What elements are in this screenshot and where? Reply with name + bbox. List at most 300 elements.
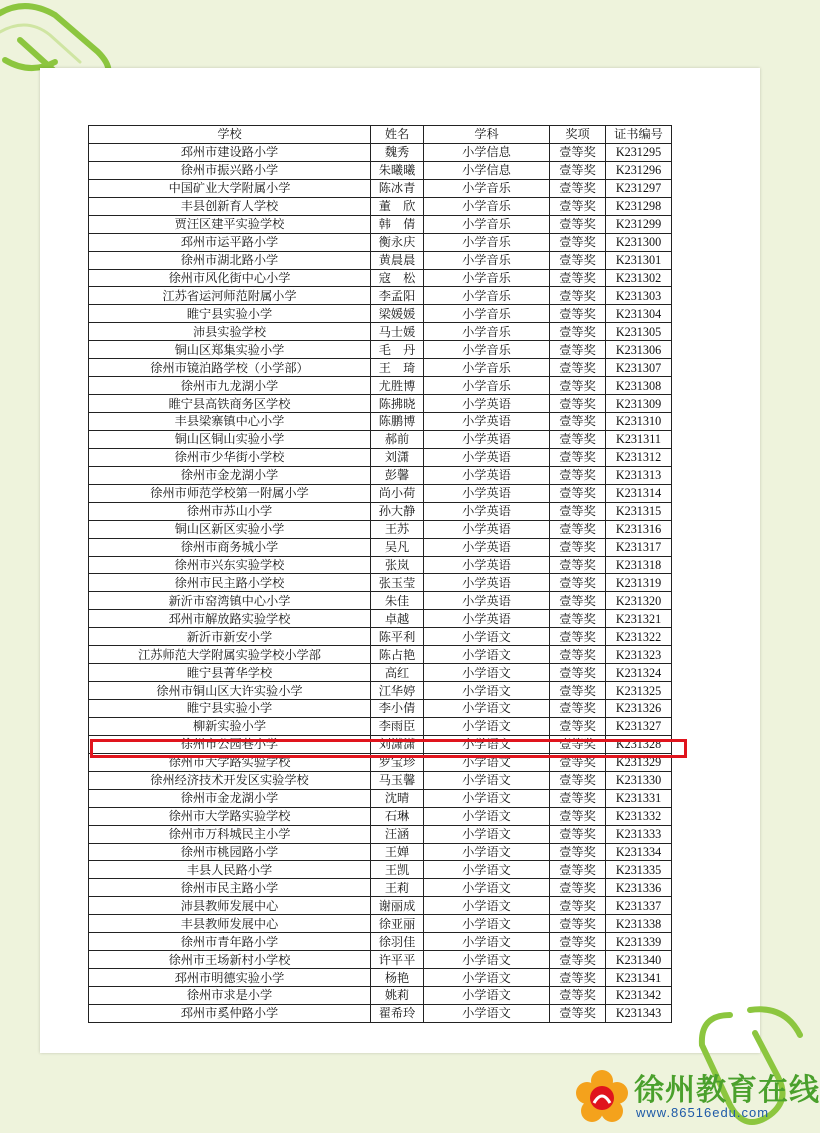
cell-school: 丰县教师发展中心 [89,915,371,933]
cell-subject: 小学信息 [424,161,550,179]
cell-school: 邳州市解放路实验学校 [89,610,371,628]
cell-subject: 小学英语 [424,520,550,538]
cell-cert-no: K231303 [606,287,672,305]
table-row [89,395,672,413]
cell-subject: 小学英语 [424,430,550,448]
table-row [89,700,672,718]
cell-award: 壹等奖 [550,520,606,538]
cell-name: 张玉莹 [371,574,424,592]
cell-name: 徐羽佳 [371,933,424,951]
cell-subject: 小学语文 [424,951,550,969]
cell-name: 朱曦曦 [371,161,424,179]
cell-cert-no: K231300 [606,233,672,251]
cell-cert-no: K231328 [606,735,672,753]
cell-subject: 小学语文 [424,825,550,843]
cell-name: 王 琦 [371,359,424,377]
cell-award: 壹等奖 [550,628,606,646]
cell-award: 壹等奖 [550,1004,606,1022]
cell-name: 吴凡 [371,538,424,556]
table-row [89,610,672,628]
table-row [89,197,672,215]
table-row [89,305,672,323]
cell-cert-no: K231311 [606,430,672,448]
cell-name: 陈拂晓 [371,395,424,413]
cell-name: 王苏 [371,520,424,538]
cell-cert-no: K231313 [606,466,672,484]
cell-cert-no: K231307 [606,359,672,377]
cell-cert-no: K231323 [606,646,672,664]
table-row [89,377,672,395]
cell-name: 董 欣 [371,197,424,215]
table-row [89,1004,672,1022]
cell-cert-no: K231334 [606,843,672,861]
cell-subject: 小学信息 [424,143,550,161]
cell-subject: 小学音乐 [424,305,550,323]
cell-school: 睢宁县高铁商务区学校 [89,395,371,413]
cell-award: 壹等奖 [550,556,606,574]
cell-name: 李孟阳 [371,287,424,305]
cell-cert-no: K231322 [606,628,672,646]
cell-subject: 小学音乐 [424,215,550,233]
cell-school: 铜山区郑集实验小学 [89,341,371,359]
cell-award: 壹等奖 [550,951,606,969]
cell-award: 壹等奖 [550,466,606,484]
cell-cert-no: K231332 [606,807,672,825]
cell-subject: 小学音乐 [424,377,550,395]
cell-award: 壹等奖 [550,484,606,502]
cell-name: 毛 丹 [371,341,424,359]
cell-cert-no: K231297 [606,179,672,197]
table-row [89,646,672,664]
cell-subject: 小学语文 [424,843,550,861]
cell-name: 郝前 [371,430,424,448]
table-row [89,717,672,735]
cell-subject: 小学英语 [424,466,550,484]
cell-subject: 小学音乐 [424,323,550,341]
cell-award: 壹等奖 [550,287,606,305]
cell-cert-no: K231327 [606,717,672,735]
highlight-box [90,739,687,758]
cell-subject: 小学英语 [424,502,550,520]
cell-award: 壹等奖 [550,502,606,520]
cell-name: 寇 松 [371,269,424,287]
cell-award: 壹等奖 [550,269,606,287]
cell-subject: 小学语文 [424,969,550,987]
cell-cert-no: K231338 [606,915,672,933]
cell-subject: 小学语文 [424,987,550,1005]
cell-school: 徐州市苏山小学 [89,502,371,520]
cell-name: 张岚 [371,556,424,574]
cell-award: 壹等奖 [550,305,606,323]
cell-name: 江华婷 [371,682,424,700]
cell-name: 韩 倩 [371,215,424,233]
table-row [89,430,672,448]
table-row [89,825,672,843]
cell-name: 马玉馨 [371,771,424,789]
cell-subject: 小学英语 [424,556,550,574]
cell-name: 罗宝珍 [371,753,424,771]
cell-subject: 小学语文 [424,700,550,718]
cell-award: 壹等奖 [550,700,606,718]
table-row [89,915,672,933]
table-row [89,592,672,610]
cell-cert-no: K231329 [606,753,672,771]
cell-award: 壹等奖 [550,789,606,807]
cell-award: 壹等奖 [550,717,606,735]
table-row [89,861,672,879]
cell-school: 柳新实验小学 [89,717,371,735]
cell-name: 尤胜博 [371,377,424,395]
cell-school: 铜山区铜山实验小学 [89,430,371,448]
cell-cert-no: K231325 [606,682,672,700]
cell-name: 高红 [371,664,424,682]
table-row [89,951,672,969]
table-row [89,538,672,556]
cell-subject: 小学音乐 [424,233,550,251]
table-row [89,879,672,897]
cell-school: 贾汪区建平实验学校 [89,215,371,233]
cell-subject: 小学英语 [424,610,550,628]
cell-award: 壹等奖 [550,179,606,197]
cell-name: 王凯 [371,861,424,879]
cell-school: 沛县实验学校 [89,323,371,341]
table-row [89,556,672,574]
cell-name: 石琳 [371,807,424,825]
cell-name: 翟希玲 [371,1004,424,1022]
cell-award: 壹等奖 [550,897,606,915]
header-cert-no: 证书编号 [606,126,672,144]
cell-cert-no: K231326 [606,700,672,718]
table-row [89,664,672,682]
cell-award: 壹等奖 [550,197,606,215]
cell-school: 徐州市金龙湖小学 [89,789,371,807]
cell-award: 壹等奖 [550,682,606,700]
cell-subject: 小学语文 [424,933,550,951]
cell-name: 刘潇潇 [371,735,424,753]
cell-subject: 小学语文 [424,789,550,807]
cell-cert-no: K231321 [606,610,672,628]
cell-cert-no: K231309 [606,395,672,413]
cell-subject: 小学语文 [424,753,550,771]
cell-school: 邳州市奚仲路小学 [89,1004,371,1022]
cell-award: 壹等奖 [550,753,606,771]
cell-school: 徐州市风化街中心小学 [89,269,371,287]
cell-award: 壹等奖 [550,915,606,933]
cell-cert-no: K231317 [606,538,672,556]
cell-award: 壹等奖 [550,592,606,610]
cell-school: 徐州市兴东实验学校 [89,556,371,574]
cell-subject: 小学语文 [424,628,550,646]
cell-school: 丰县创新育人学校 [89,197,371,215]
cell-name: 李小倩 [371,700,424,718]
cell-subject: 小学语文 [424,861,550,879]
cell-award: 壹等奖 [550,825,606,843]
cell-award: 壹等奖 [550,933,606,951]
cell-school: 徐州市少华街小学校 [89,448,371,466]
cell-award: 壹等奖 [550,646,606,664]
cell-cert-no: K231339 [606,933,672,951]
award-table [88,125,672,1023]
cell-subject: 小学英语 [424,592,550,610]
cell-subject: 小学语文 [424,735,550,753]
cell-name: 许平平 [371,951,424,969]
cell-name: 梁媛媛 [371,305,424,323]
cell-award: 壹等奖 [550,323,606,341]
cell-award: 壹等奖 [550,879,606,897]
cell-subject: 小学英语 [424,574,550,592]
cell-school: 徐州市民主路小学校 [89,574,371,592]
table-row [89,682,672,700]
cell-name: 衡永庆 [371,233,424,251]
cell-cert-no: K231316 [606,520,672,538]
table-row [89,789,672,807]
cell-award: 壹等奖 [550,969,606,987]
cell-subject: 小学语文 [424,717,550,735]
cell-name: 黄晨晨 [371,251,424,269]
cell-name: 李雨臣 [371,717,424,735]
table-row [89,341,672,359]
cell-school: 徐州市王场新村小学校 [89,951,371,969]
cell-school: 江苏师范大学附属实验学校小学部 [89,646,371,664]
cell-school: 沛县教师发展中心 [89,897,371,915]
cell-school: 徐州市万科城民主小学 [89,825,371,843]
cell-cert-no: K231308 [606,377,672,395]
table-row [89,843,672,861]
cell-award: 壹等奖 [550,341,606,359]
cell-school: 中国矿业大学附属小学 [89,179,371,197]
table-header-row [89,126,672,144]
table-row [89,933,672,951]
cell-subject: 小学音乐 [424,251,550,269]
table-row [89,466,672,484]
cell-school: 徐州市大学路实验学校 [89,753,371,771]
cell-cert-no: K231341 [606,969,672,987]
cell-cert-no: K231336 [606,879,672,897]
cell-school: 睢宁县实验小学 [89,700,371,718]
header-school: 学校 [89,126,371,144]
cell-name: 马士媛 [371,323,424,341]
cell-award: 壹等奖 [550,413,606,431]
cell-name: 姚莉 [371,987,424,1005]
cell-name: 彭馨 [371,466,424,484]
cell-school: 徐州市金龙湖小学 [89,466,371,484]
cell-subject: 小学音乐 [424,287,550,305]
table-row [89,628,672,646]
table-row [89,771,672,789]
table-row [89,987,672,1005]
cell-cert-no: K231314 [606,484,672,502]
cell-award: 壹等奖 [550,843,606,861]
cell-award: 壹等奖 [550,233,606,251]
cell-cert-no: K231335 [606,861,672,879]
cell-school: 徐州市求是小学 [89,987,371,1005]
table-row [89,359,672,377]
cell-award: 壹等奖 [550,448,606,466]
cell-name: 王莉 [371,879,424,897]
cell-name: 尚小荷 [371,484,424,502]
table-row [89,215,672,233]
header-award: 奖项 [550,126,606,144]
cell-cert-no: K231295 [606,143,672,161]
cell-cert-no: K231342 [606,987,672,1005]
cell-subject: 小学语文 [424,664,550,682]
cell-award: 壹等奖 [550,251,606,269]
cell-subject: 小学语文 [424,682,550,700]
cell-name: 魏秀 [371,143,424,161]
cell-subject: 小学语文 [424,807,550,825]
table-row [89,969,672,987]
cell-school: 徐州市铜山区大许实验小学 [89,682,371,700]
table-row [89,287,672,305]
header-name: 姓名 [371,126,424,144]
table-row [89,323,672,341]
cell-name: 陈冰青 [371,179,424,197]
cell-cert-no: K231315 [606,502,672,520]
cell-school: 徐州市大学路实验学校 [89,807,371,825]
cell-cert-no: K231333 [606,825,672,843]
cell-school: 江苏省运河师范附属小学 [89,287,371,305]
cell-subject: 小学语文 [424,897,550,915]
header-subject: 学科 [424,126,550,144]
cell-name: 王婵 [371,843,424,861]
table-row [89,179,672,197]
table-row [89,897,672,915]
cell-school: 睢宁县实验小学 [89,305,371,323]
cell-award: 壹等奖 [550,359,606,377]
cell-school: 徐州市商务城小学 [89,538,371,556]
cell-cert-no: K231337 [606,897,672,915]
site-url: www.86516edu.com [636,1105,770,1120]
cell-name: 陈鹏博 [371,413,424,431]
cell-cert-no: K231310 [606,413,672,431]
table-row [89,520,672,538]
cell-subject: 小学音乐 [424,197,550,215]
cell-cert-no: K231299 [606,215,672,233]
flower-logo-icon [572,1067,632,1127]
cell-subject: 小学语文 [424,771,550,789]
table-row [89,251,672,269]
cell-cert-no: K231306 [606,341,672,359]
cell-award: 壹等奖 [550,610,606,628]
cell-school: 徐州市师范学校第一附属小学 [89,484,371,502]
cell-school: 邳州市建设路小学 [89,143,371,161]
cell-cert-no: K231330 [606,771,672,789]
cell-subject: 小学音乐 [424,179,550,197]
cell-cert-no: K231319 [606,574,672,592]
cell-school: 徐州经济技术开发区实验学校 [89,771,371,789]
cell-subject: 小学英语 [424,448,550,466]
cell-subject: 小学语文 [424,879,550,897]
cell-cert-no: K231320 [606,592,672,610]
table-row [89,233,672,251]
cell-school: 新沂市窑湾镇中心小学 [89,592,371,610]
cell-school: 徐州市公园巷小学 [89,735,371,753]
cell-school: 邳州市明德实验小学 [89,969,371,987]
cell-award: 壹等奖 [550,861,606,879]
cell-name: 孙大静 [371,502,424,520]
cell-name: 沈晴 [371,789,424,807]
cell-cert-no: K231340 [606,951,672,969]
cell-subject: 小学语文 [424,915,550,933]
cell-award: 壹等奖 [550,807,606,825]
cell-cert-no: K231343 [606,1004,672,1022]
cell-award: 壹等奖 [550,574,606,592]
table-row [89,448,672,466]
cell-subject: 小学音乐 [424,269,550,287]
cell-subject: 小学音乐 [424,341,550,359]
cell-award: 壹等奖 [550,215,606,233]
site-name: 徐州教育在线 [634,1073,820,1108]
cell-school: 徐州市桃园路小学 [89,843,371,861]
cell-subject: 小学语文 [424,1004,550,1022]
table-row [89,807,672,825]
cell-cert-no: K231312 [606,448,672,466]
cell-subject: 小学语文 [424,646,550,664]
cell-award: 壹等奖 [550,538,606,556]
cell-name: 陈平利 [371,628,424,646]
cell-name: 汪涵 [371,825,424,843]
cell-school: 丰县梁寨镇中心小学 [89,413,371,431]
cell-school: 徐州市振兴路小学 [89,161,371,179]
cell-name: 卓越 [371,610,424,628]
cell-name: 刘潇 [371,448,424,466]
cell-cert-no: K231304 [606,305,672,323]
cell-name: 杨艳 [371,969,424,987]
cell-name: 朱佳 [371,592,424,610]
cell-award: 壹等奖 [550,987,606,1005]
cell-award: 壹等奖 [550,377,606,395]
cell-award: 壹等奖 [550,430,606,448]
cell-subject: 小学英语 [424,538,550,556]
cell-school: 徐州市九龙湖小学 [89,377,371,395]
table-row [89,161,672,179]
cell-award: 壹等奖 [550,395,606,413]
cell-award: 壹等奖 [550,143,606,161]
cell-cert-no: K231324 [606,664,672,682]
table-row [89,502,672,520]
cell-name: 谢丽成 [371,897,424,915]
cell-award: 壹等奖 [550,735,606,753]
cell-school: 邳州市运平路小学 [89,233,371,251]
cell-school: 睢宁县菁华学校 [89,664,371,682]
cell-name: 陈占艳 [371,646,424,664]
table-row [89,574,672,592]
cell-name: 徐亚丽 [371,915,424,933]
cell-school: 徐州市民主路小学 [89,879,371,897]
cell-subject: 小学英语 [424,395,550,413]
cell-award: 壹等奖 [550,664,606,682]
table-row [89,269,672,287]
cell-cert-no: K231305 [606,323,672,341]
cell-school: 徐州市青年路小学 [89,933,371,951]
cell-school: 徐州市湖北路小学 [89,251,371,269]
cell-cert-no: K231296 [606,161,672,179]
cell-cert-no: K231318 [606,556,672,574]
cell-school: 新沂市新安小学 [89,628,371,646]
cell-subject: 小学英语 [424,413,550,431]
cell-subject: 小学音乐 [424,359,550,377]
cell-subject: 小学英语 [424,484,550,502]
cell-cert-no: K231301 [606,251,672,269]
cell-cert-no: K231298 [606,197,672,215]
table-row [89,143,672,161]
cell-award: 壹等奖 [550,771,606,789]
cell-award: 壹等奖 [550,161,606,179]
cell-school: 铜山区新区实验小学 [89,520,371,538]
cell-school: 丰县人民路小学 [89,861,371,879]
cell-cert-no: K231302 [606,269,672,287]
table-row [89,413,672,431]
